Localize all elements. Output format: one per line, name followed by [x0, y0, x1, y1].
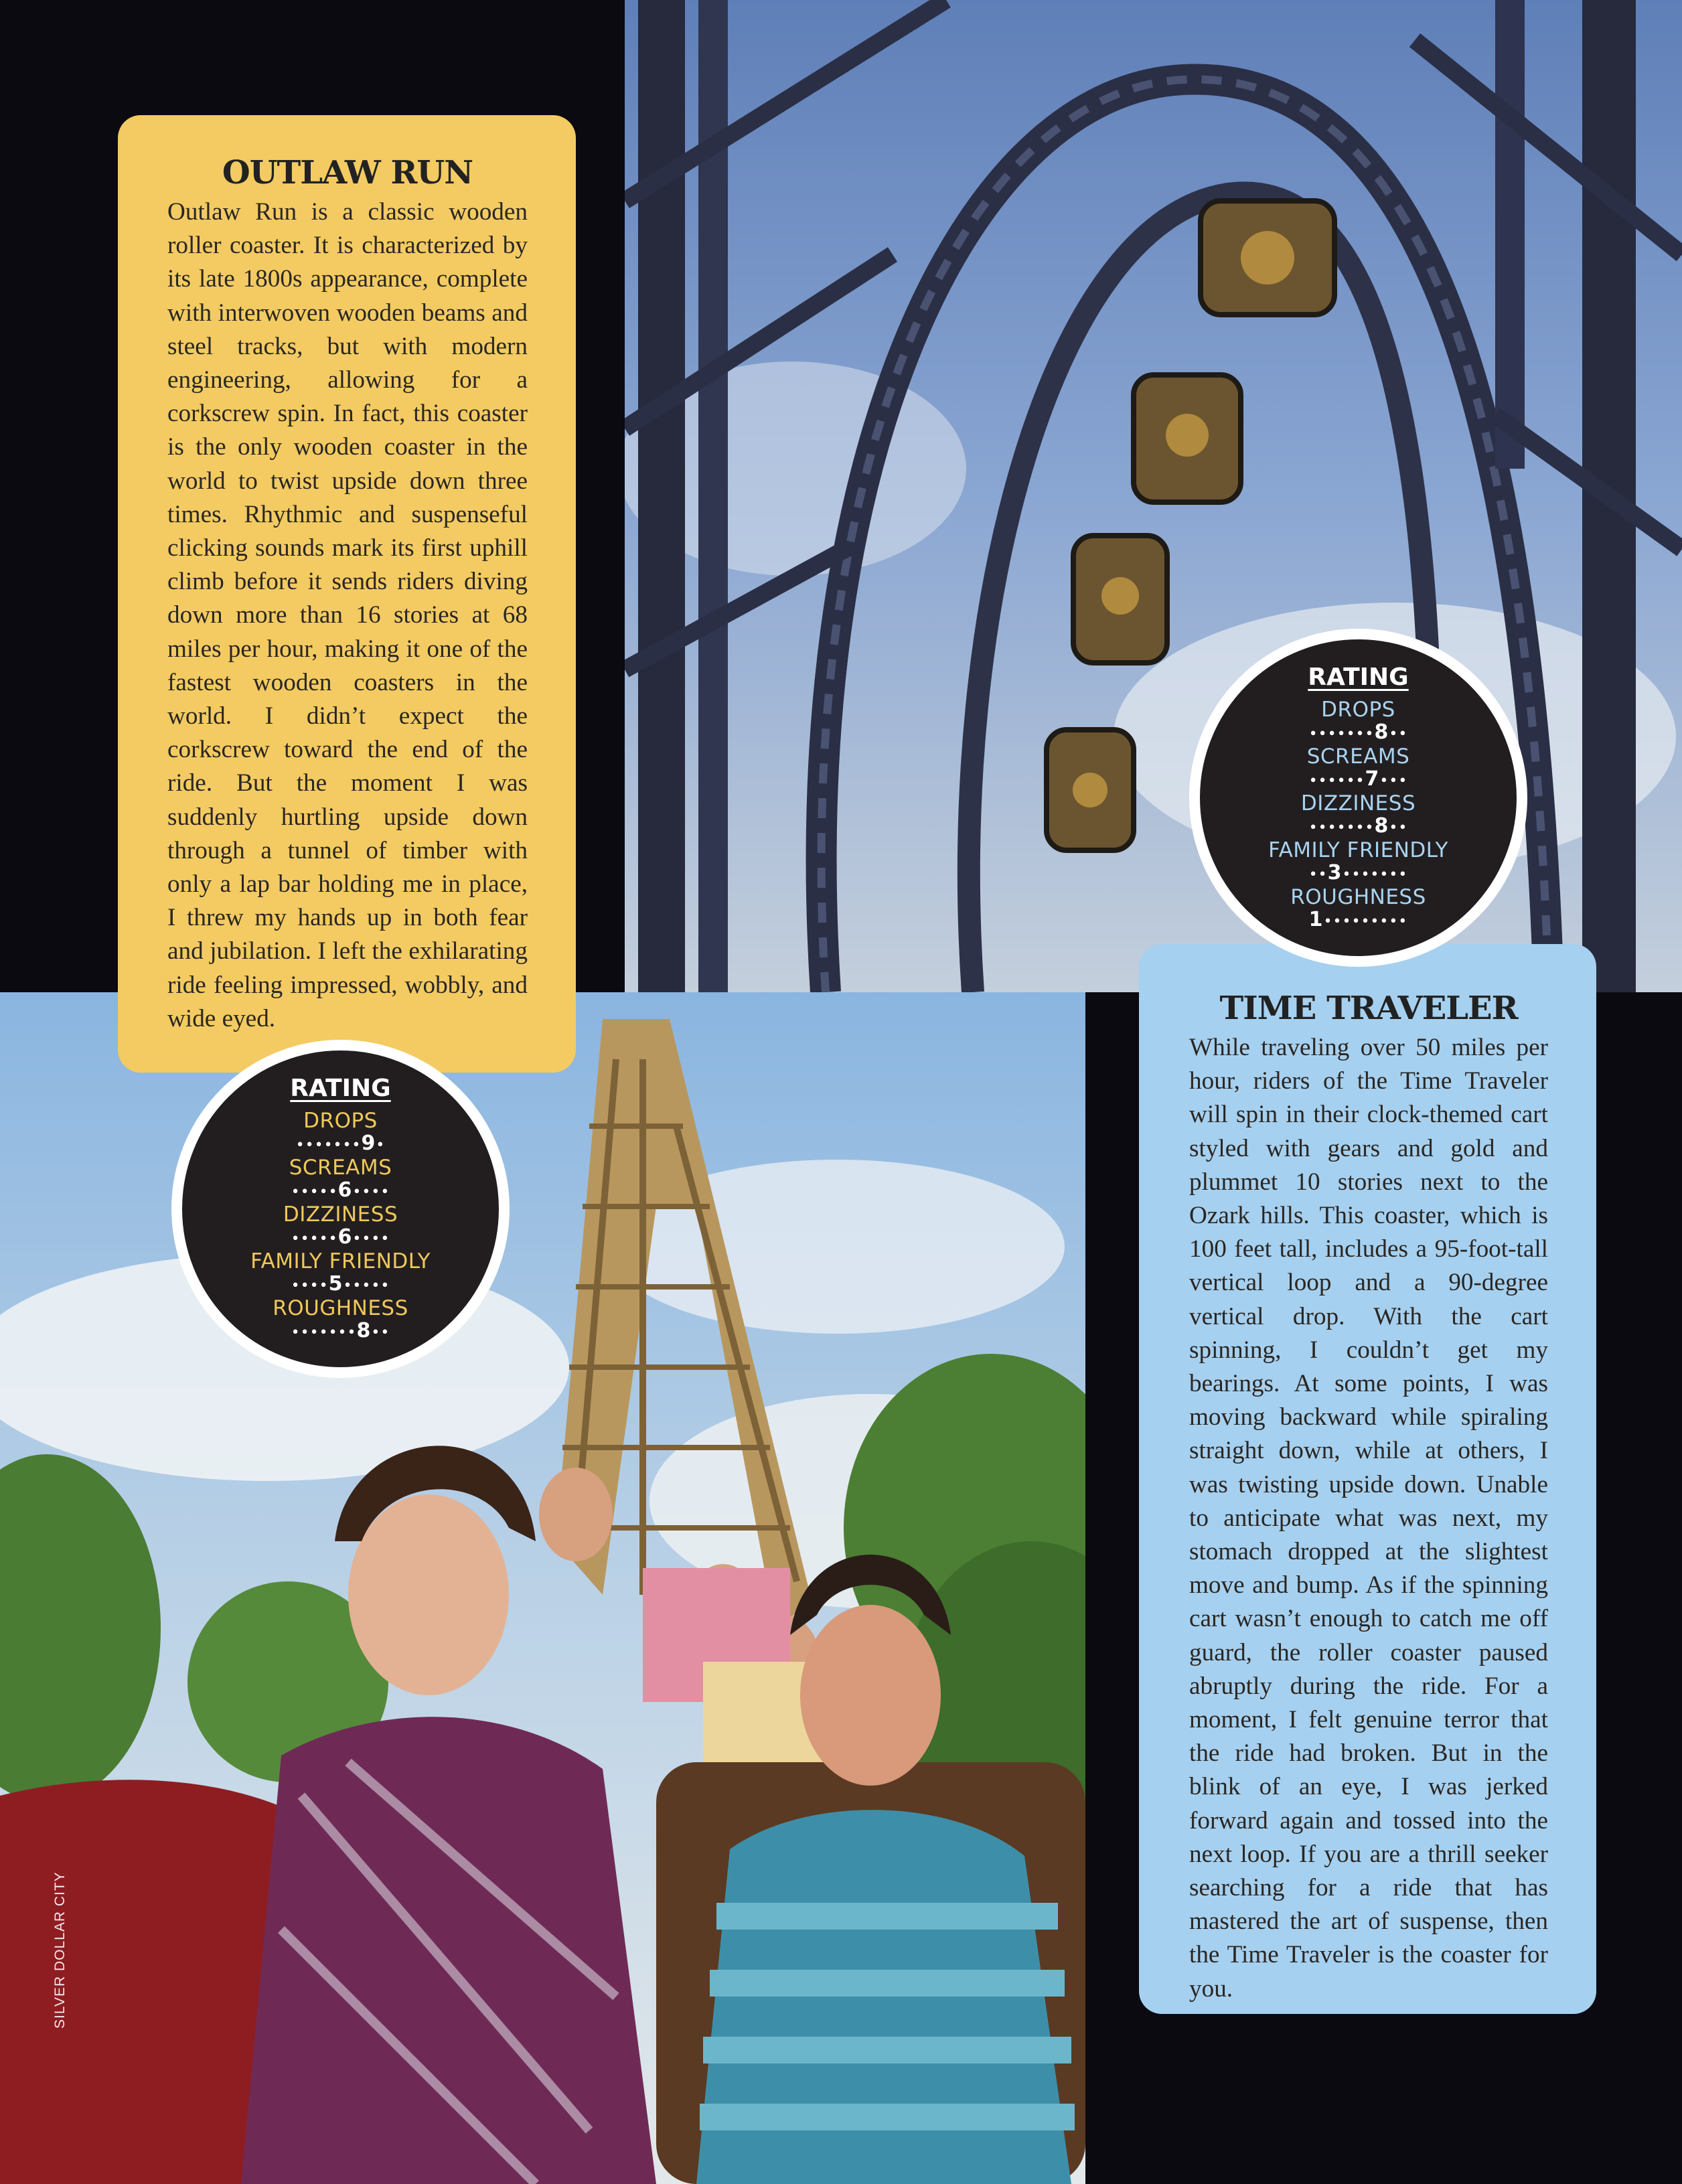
rating-meter: •••••6•••• — [291, 1225, 390, 1249]
rating-meter: ••••••7••• — [1308, 767, 1408, 791]
time-traveler-title: TIME TRAVELER — [1219, 990, 1518, 1027]
rating-label: DROPS — [303, 1109, 378, 1133]
rating-item-screams — [1200, 746, 1517, 793]
time-traveler-card — [1139, 944, 1596, 2014]
outlaw-run-rating — [171, 1040, 510, 1378]
riders-illustration — [0, 992, 1085, 2184]
outlaw-run-photo — [0, 992, 1085, 2184]
rating-value: 9 — [361, 1132, 376, 1155]
outlaw-run-body: Outlaw Run is a classic wooden roller coaster. It is characterized by its late 1800s appearance, complete with interwoven wooden beams and steel tracks, but with modern engineering, allowing for a corkscrew spin. In fact, this coaster is the only wooden coaster in the world to twist upside down three times. Rhythmic and suspenseful clicking sounds mark its first uphill climb before it sends riders diving down more than 16 stories at 68 miles per hour, making it one of the fastest wooden coasters in the world. I didn’t expect the corkscrew toward the end of the ride. But the moment I was suddenly hurtling upside down through a tunnel of timber with only a lap bar holding me in place, I threw my hands up in both fear and jubilation. I left the exhilarating ride feeling impressed, wobbly, and wide eyed. — [167, 198, 528, 1032]
time-traveler-body: While traveling over 50 miles per hour, riders of the Time Traveler will spin in their clock-themed cart styled with gears and gold and plummet 10 stories next to the Ozark hills. This coaster, which is 100 feet tall, includes a 95-foot-tall vertical loop and a 90-degree vertical drop. With the cart spinning, I couldn’t get my bearings. At some points, I was moving backward while spiraling straight down, while at others, I was twisting upside down. Unable to anticipate what was next, my stomach dropped at the slightest move and bump. As if the spinning cart wasn’t enough to catch me off guard, the roller coaster paused abruptly during the ride. For a moment, I felt genuine terror that the ride had broken. But in the blink of an eye, I was jerked forward again and tossed into the next loop. If you are a thrill seeker searching for a ride that has mastered the art of suspense, then the Time Traveler is the coaster for you. — [1189, 1034, 1548, 2003]
rating-label: ROUGHNESS — [1290, 885, 1426, 909]
outlaw-run-title: OUTLAW RUN — [222, 154, 473, 191]
rating-item-family-friendly — [182, 1251, 499, 1298]
rating-item-drops — [1200, 699, 1517, 746]
rating-value: 8 — [1374, 720, 1389, 744]
rating-value: 6 — [337, 1225, 353, 1249]
rating-value: 8 — [1374, 814, 1389, 838]
rating-value: 3 — [1327, 861, 1343, 884]
rating-item-drops — [182, 1110, 499, 1157]
rating-label: DIZZINESS — [283, 1202, 398, 1227]
rating-item-roughness — [182, 1298, 499, 1344]
rating-label: DIZZINESS — [1300, 791, 1416, 815]
time-traveler-rating — [1189, 629, 1527, 967]
rating-meter: •••••••8•• — [1308, 720, 1408, 744]
rating-meter: ••••5••••• — [291, 1272, 390, 1296]
rating-item-family-friendly — [1200, 840, 1517, 886]
rating-label: DROPS — [1321, 698, 1395, 722]
rating-meter: •••••••8•• — [1308, 814, 1408, 838]
rating-label: ROUGHNESS — [273, 1296, 408, 1320]
rating-meter: •••••6•••• — [291, 1178, 390, 1202]
rating-meter: •••••••8•• — [291, 1319, 390, 1342]
rating-heading: RATING — [290, 1075, 391, 1102]
rating-value: 1 — [1308, 908, 1324, 931]
rating-item-dizziness — [1200, 793, 1517, 840]
rating-value: 5 — [328, 1272, 343, 1296]
photo-credit: SILVER DOLLAR CITY — [52, 1871, 68, 2029]
rating-item-screams — [182, 1157, 499, 1204]
rating-value: 8 — [356, 1319, 372, 1342]
rating-label: FAMILY FRIENDLY — [1268, 838, 1448, 862]
rating-label: SCREAMS — [1306, 745, 1410, 769]
rating-item-dizziness — [182, 1204, 499, 1251]
rating-meter: 1••••••••• — [1308, 908, 1408, 931]
rating-label: FAMILY FRIENDLY — [250, 1249, 431, 1273]
rating-heading: RATING — [1308, 664, 1409, 691]
outlaw-run-card — [118, 115, 576, 1073]
coaster-loop-illustration — [625, 0, 1682, 992]
rating-item-roughness — [1200, 886, 1517, 933]
rating-label: SCREAMS — [289, 1156, 392, 1180]
rating-meter: ••3••••••• — [1308, 861, 1408, 884]
time-traveler-photo — [625, 0, 1682, 992]
rating-meter: •••••••9• — [295, 1132, 386, 1155]
rating-value: 7 — [1365, 767, 1380, 791]
rating-value: 6 — [337, 1178, 353, 1202]
